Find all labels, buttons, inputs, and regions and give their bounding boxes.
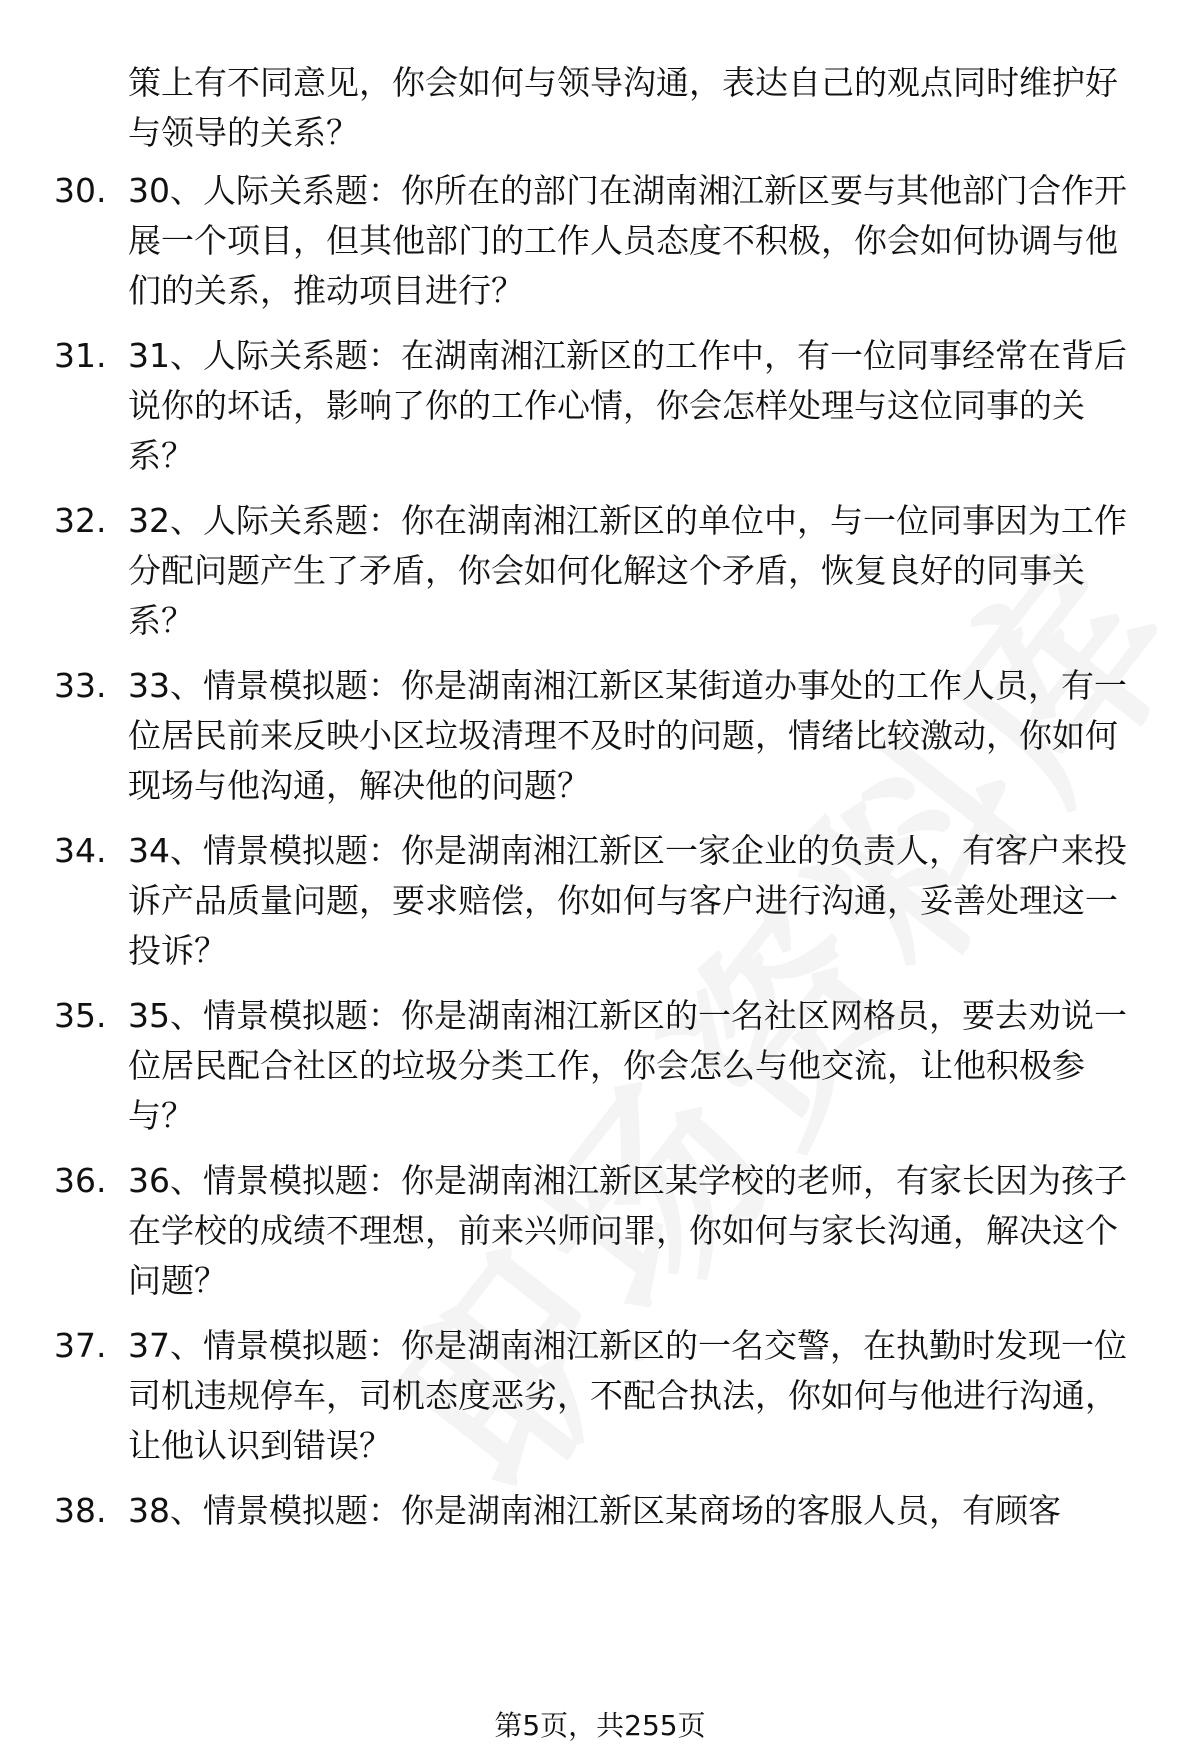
question-text: 33、情景模拟题：你是湖南湘江新区某街道办事处的工作人员，有一位居民前来反映小区垃圾清理不及时的问题，情绪比较激动，你如何现场与他沟通，解决他的问题？ xyxy=(128,666,1127,805)
question-text: 30、人际关系题：你所在的部门在湖南湘江新区要与其他部门合作开展一个项目，但其他部门的工作人员态度不积极，你会如何协调与他们的关系，推动项目进行？ xyxy=(128,171,1127,310)
continuation-paragraph: 策上有不同意见，你会如何与领导沟通，表达自己的观点同时维护好与领导的关系？ xyxy=(128,63,1118,152)
question-number: 34. xyxy=(54,831,107,870)
question-text: 35、情景模拟题：你是湖南湘江新区的一名社区网格员，要去劝说一位居民配合社区的垃圾分类工作，你会怎么与他交流，让他积极参与？ xyxy=(128,996,1127,1135)
question-text: 38、情景模拟题：你是湖南湘江新区某商场的客服人员，有顾客 xyxy=(128,1491,1061,1530)
question-text: 36、情景模拟题：你是湖南湘江新区某学校的老师，有家长因为孩子在学校的成绩不理想，前来兴师问罪，你如何与家长沟通，解决这个问题？ xyxy=(128,1161,1127,1300)
question-text: 34、情景模拟题：你是湖南湘江新区一家企业的负责人，有客户来投诉产品质量问题，要求赔偿，你如何与客户进行沟通，妥善处理这一投诉？ xyxy=(128,831,1127,970)
question-number: 32. xyxy=(54,501,107,540)
page-footer: 第5页，共255页 xyxy=(494,1709,706,1742)
question-number: 30. xyxy=(54,171,107,210)
question-number: 37. xyxy=(54,1326,107,1365)
question-text: 31、人际关系题：在湖南湘江新区的工作中，有一位同事经常在背后说你的坏话，影响了你的工作心情，你会怎样处理与这位同事的关系？ xyxy=(128,336,1127,475)
question-number: 36. xyxy=(54,1161,107,1200)
question-number: 35. xyxy=(54,996,107,1035)
question-number: 31. xyxy=(54,336,107,375)
question-text: 32、人际关系题：你在湖南湘江新区的单位中，与一位同事因为工作分配问题产生了矛盾，你会如何化解这个矛盾，恢复良好的同事关系？ xyxy=(128,501,1127,640)
question-text: 37、情景模拟题：你是湖南湘江新区的一名交警，在执勤时发现一位司机违规停车，司机态度恶劣，不配合执法，你如何与他进行沟通，让他认识到错误？ xyxy=(128,1326,1127,1465)
question-number: 33. xyxy=(54,666,107,705)
question-number: 38. xyxy=(54,1491,107,1530)
